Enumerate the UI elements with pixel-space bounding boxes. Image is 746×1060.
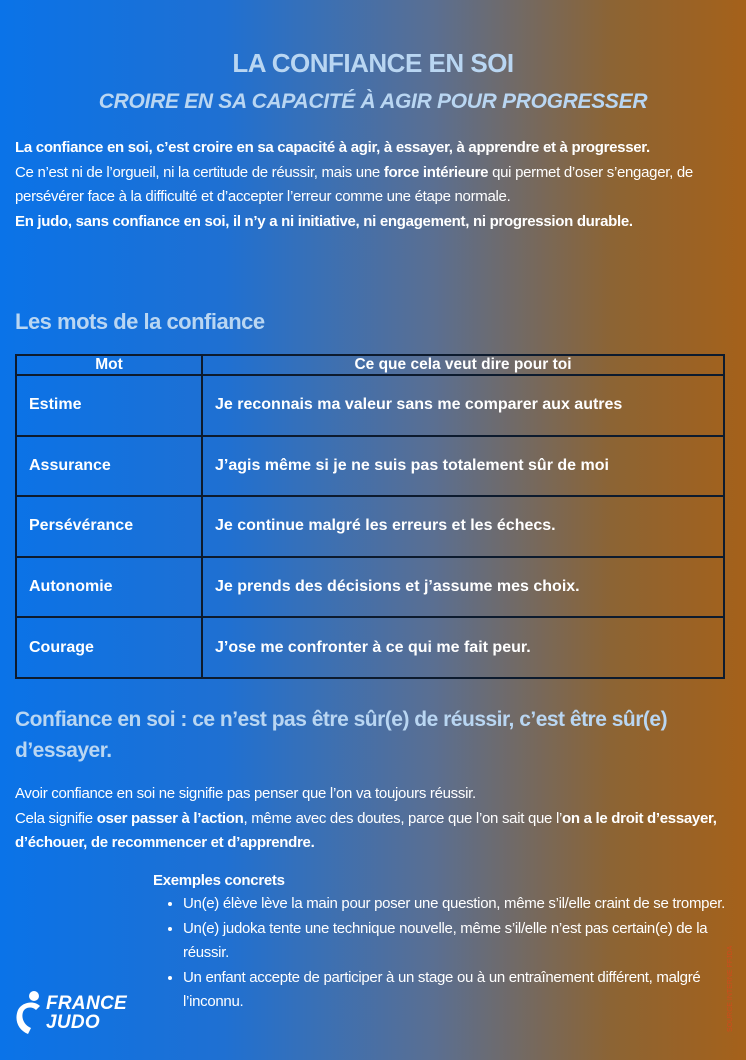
intro-p2-start: Ce n’est ni de l’orgueil, ni la certitude de réussir, mais une xyxy=(15,163,384,181)
table-cell-meaning: Je continue malgré les erreurs et les échecs. xyxy=(202,496,724,557)
logo-wordmark xyxy=(46,994,127,1032)
intro-p2-end: qui permet d’oser s’engager, de persévérer face à la difficulté et d’accepter l’erreur comme une étape normale. xyxy=(15,163,693,205)
words-section-title: Les mots de la confiance xyxy=(15,309,265,334)
list-item: • Un(e) élève lève la main pour poser une question, même s’il/elle craint de se tromper. xyxy=(183,892,733,917)
list-item: • Un enfant accepte de participer à un stage ou à un entraînement différent, malgré l’inconnu. xyxy=(183,966,733,1015)
logo-line-1: FRANCE xyxy=(46,993,127,1014)
section2-p2-bold-end: on a le droit d’essayer, d’échouer, de recommencer et d’apprendre. xyxy=(15,809,717,851)
table-row xyxy=(16,375,724,436)
table-header-meaning: Ce que cela veut dire pour toi xyxy=(202,355,724,375)
table-row xyxy=(16,617,724,678)
intro-paragraph-1: La confiance en soi, c’est croire en sa capacité à agir, à essayer, à apprendre et à progresser. xyxy=(15,139,650,156)
table-cell-word: Estime xyxy=(16,375,202,436)
list-item: • Un(e) judoka tente une technique nouvelle, même s’il/elle n’est pas certain(e) de la réussir. xyxy=(183,917,733,966)
table-cell-meaning: J’agis même si je ne suis pas totalement sûr de moi xyxy=(202,436,724,497)
table-cell-meaning: Je prends des décisions et j’assume mes choix. xyxy=(202,557,724,618)
table-cell-word: Autonomie xyxy=(16,557,202,618)
table-row xyxy=(16,557,724,618)
words-table xyxy=(15,354,725,679)
intro-p2-bold: force intérieure xyxy=(383,163,489,181)
table-cell-word: Persévérance xyxy=(16,496,202,557)
section2-p2-middle: , même avec des doutes, parce que l’on sait que l’ xyxy=(243,809,563,827)
section2-p2-bold: oser passer à l’action xyxy=(96,809,244,827)
section2-body xyxy=(15,782,731,856)
section2-paragraph-2 xyxy=(15,807,731,856)
table-cell-word: Assurance xyxy=(16,436,202,497)
table-cell-meaning: Je reconnais ma valeur sans me comparer aux autres xyxy=(202,375,724,436)
logo-line-2: JUDO xyxy=(46,1012,100,1033)
examples-block xyxy=(153,870,733,1015)
section2-title: Confiance en soi : ce n’est pas être sûr(e) de réussir, c’est être sûr(e) d’essayer. xyxy=(15,708,668,762)
judoka-logo-icon xyxy=(14,990,44,1036)
table-header-word: Mot xyxy=(16,355,202,375)
intro-paragraph-2 xyxy=(15,161,731,210)
examples-title: Exemples concrets xyxy=(153,872,285,889)
page-subtitle: CROIRE EN SA CAPACITÉ À AGIR POUR PROGRESSER xyxy=(98,90,648,113)
examples-list xyxy=(153,892,733,1015)
table-cell-meaning: J’ose me confronter à ce qui me fait peur. xyxy=(202,617,724,678)
intro-paragraph-3: En judo, sans confiance en soi, il n’y a ni initiative, ni engagement, ni progression durable. xyxy=(15,212,633,230)
table-cell-word: Courage xyxy=(16,617,202,678)
section2-p2-start: Cela signifie xyxy=(15,809,97,827)
table-row xyxy=(16,496,724,557)
table-row xyxy=(16,436,724,497)
table-header-row xyxy=(16,355,724,375)
intro-block xyxy=(15,136,731,234)
side-source-mark: SOURCE INTERNE FFJDA xyxy=(727,945,734,1032)
france-judo-logo xyxy=(14,990,134,1038)
section2-paragraph-1: Avoir confiance en soi ne signifie pas penser que l’on va toujours réussir. xyxy=(15,785,476,802)
page-title: LA CONFIANCE EN SOI xyxy=(232,48,514,78)
